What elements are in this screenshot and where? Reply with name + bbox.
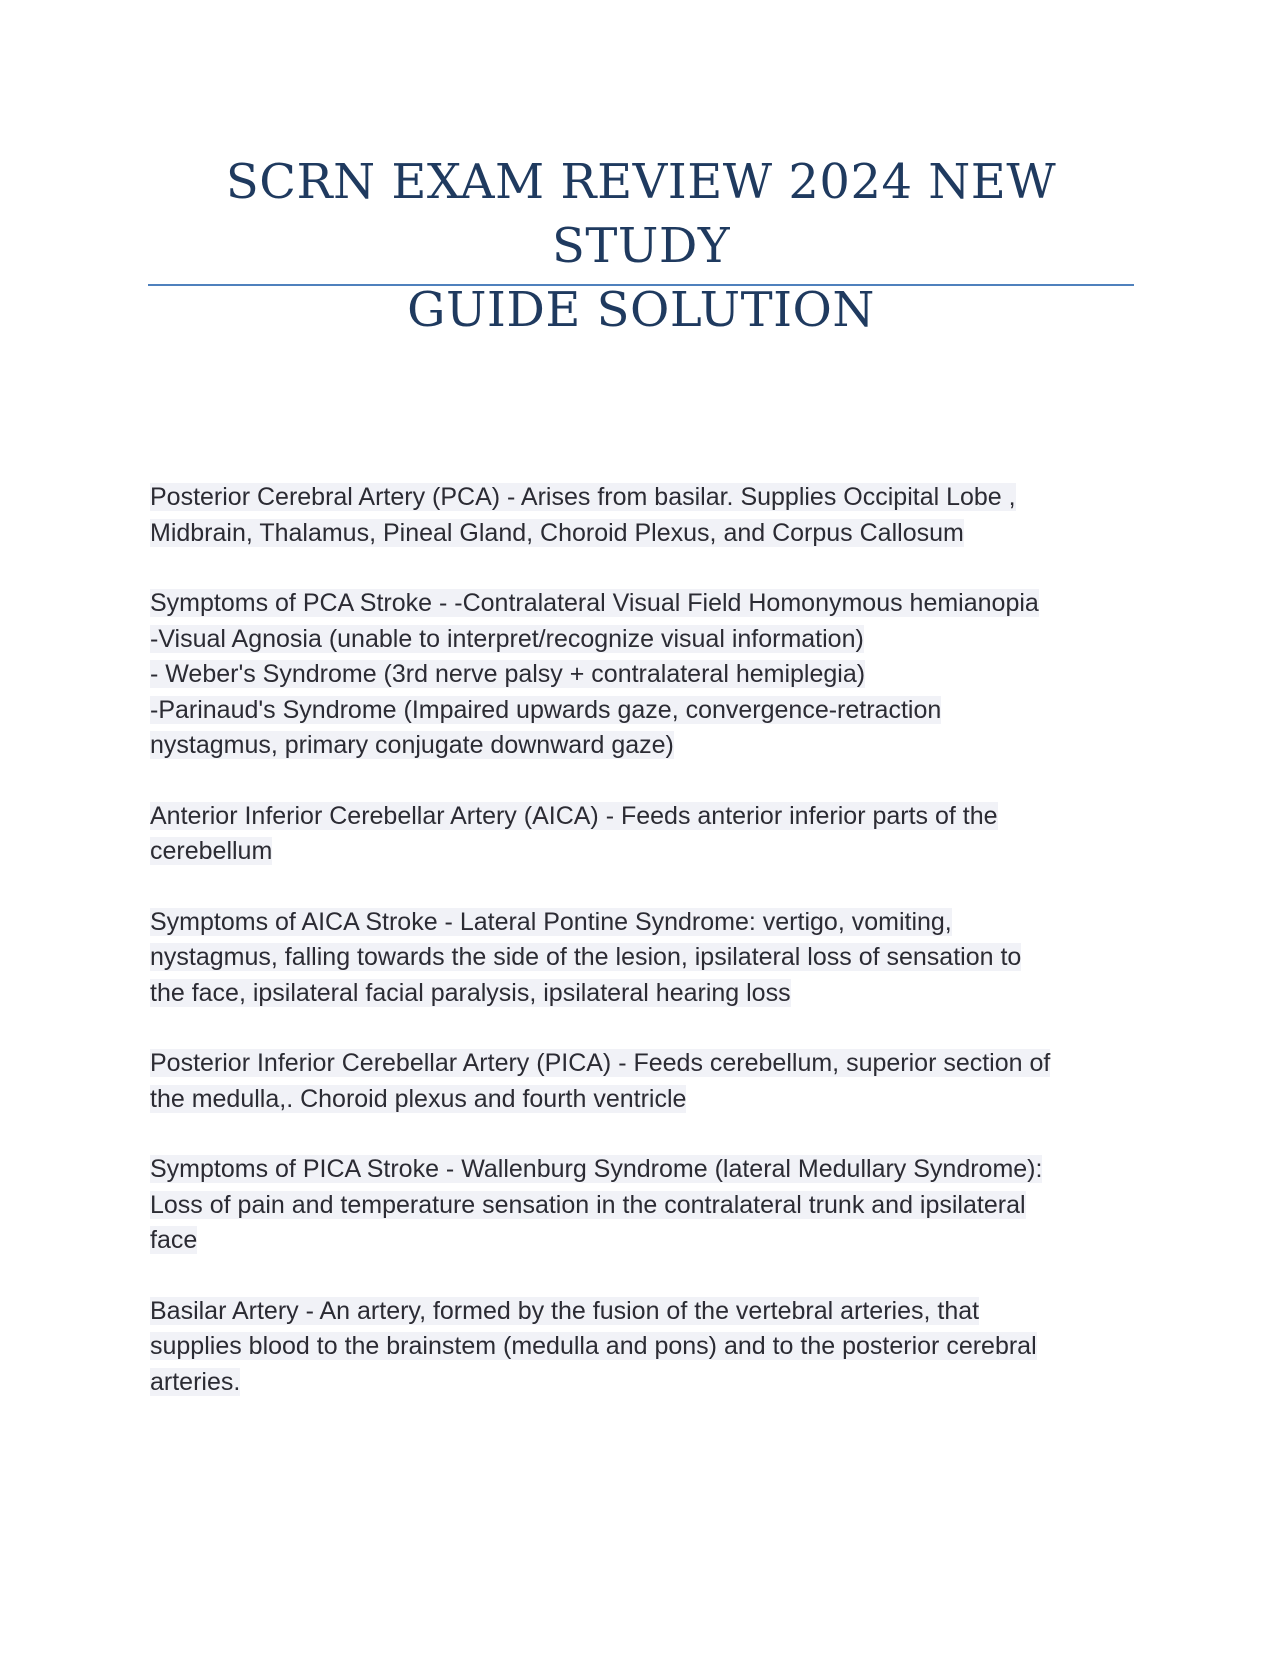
entry-line: Symptoms of AICA Stroke - Lateral Pontine Syndrome: vertigo, vomiting, <box>150 907 952 936</box>
entry-basilar-artery <box>150 1294 1140 1401</box>
entry-pca-stroke-symptoms <box>150 586 1140 764</box>
entry-line: Midbrain, Thalamus, Pineal Gland, Choroid Plexus, and Corpus Callosum <box>150 518 964 547</box>
title-line-1: SCRN EXAM REVIEW 2024 NEW STUDY <box>225 154 1057 274</box>
document-title <box>148 150 1134 342</box>
entry-line: - Weber's Syndrome (3rd nerve palsy + contralateral hemiplegia) <box>150 660 866 688</box>
entry-line: Basilar Artery - An artery, formed by the fusion of the vertebral arteries, that <box>150 1296 980 1325</box>
entry-line: Posterior Inferior Cerebellar Artery (PICA) - Feeds cerebellum, superior section of <box>150 1049 1051 1077</box>
entry-pica-stroke-symptoms <box>150 1152 1140 1259</box>
entry-pca <box>150 480 1140 551</box>
entry-line: Anterior Inferior Cerebellar Artery (AICA) - Feeds anterior inferior parts of the <box>150 801 998 830</box>
entry-line: arteries. <box>150 1367 241 1396</box>
entry-aica <box>150 799 1140 870</box>
entry-line: cerebellum <box>150 837 273 865</box>
entry-line: nystagmus, primary conjugate downward gaze) <box>150 731 674 759</box>
entry-pica <box>150 1046 1140 1117</box>
title-divider <box>148 284 1134 286</box>
entry-line: Symptoms of PCA Stroke - -Contralateral Visual Field Homonymous hemianopia <box>150 589 1039 617</box>
document-body <box>150 480 1140 1435</box>
entry-line: the medulla,. Choroid plexus and fourth ventricle <box>150 1084 687 1113</box>
entry-line: Symptoms of PICA Stroke - Wallenburg Syndrome (lateral Medullary Syndrome): <box>150 1155 1043 1183</box>
entry-line: -Parinaud's Syndrome (Impaired upwards gaze, convergence-retraction <box>150 695 942 724</box>
entry-line: -Visual Agnosia (unable to interpret/recognize visual information) <box>150 624 864 653</box>
entry-line: supplies blood to the brainstem (medulla and pons) and to the posterior cerebral <box>150 1332 1037 1360</box>
entry-line: the face, ipsilateral facial paralysis, ipsilateral hearing loss <box>150 978 791 1007</box>
entry-line: nystagmus, falling towards the side of the lesion, ipsilateral loss of sensation to <box>150 943 1022 971</box>
document-title-text <box>148 150 1134 342</box>
entry-line: face <box>150 1226 198 1254</box>
entry-aica-stroke-symptoms <box>150 905 1140 1012</box>
title-line-2: GUIDE SOLUTION <box>407 282 875 338</box>
entry-line: Posterior Cerebral Artery (PCA) - Arises from basilar. Supplies Occipital Lobe , <box>150 483 1016 511</box>
entry-line: Loss of pain and temperature sensation in the contralateral trunk and ipsilateral <box>150 1190 1026 1219</box>
